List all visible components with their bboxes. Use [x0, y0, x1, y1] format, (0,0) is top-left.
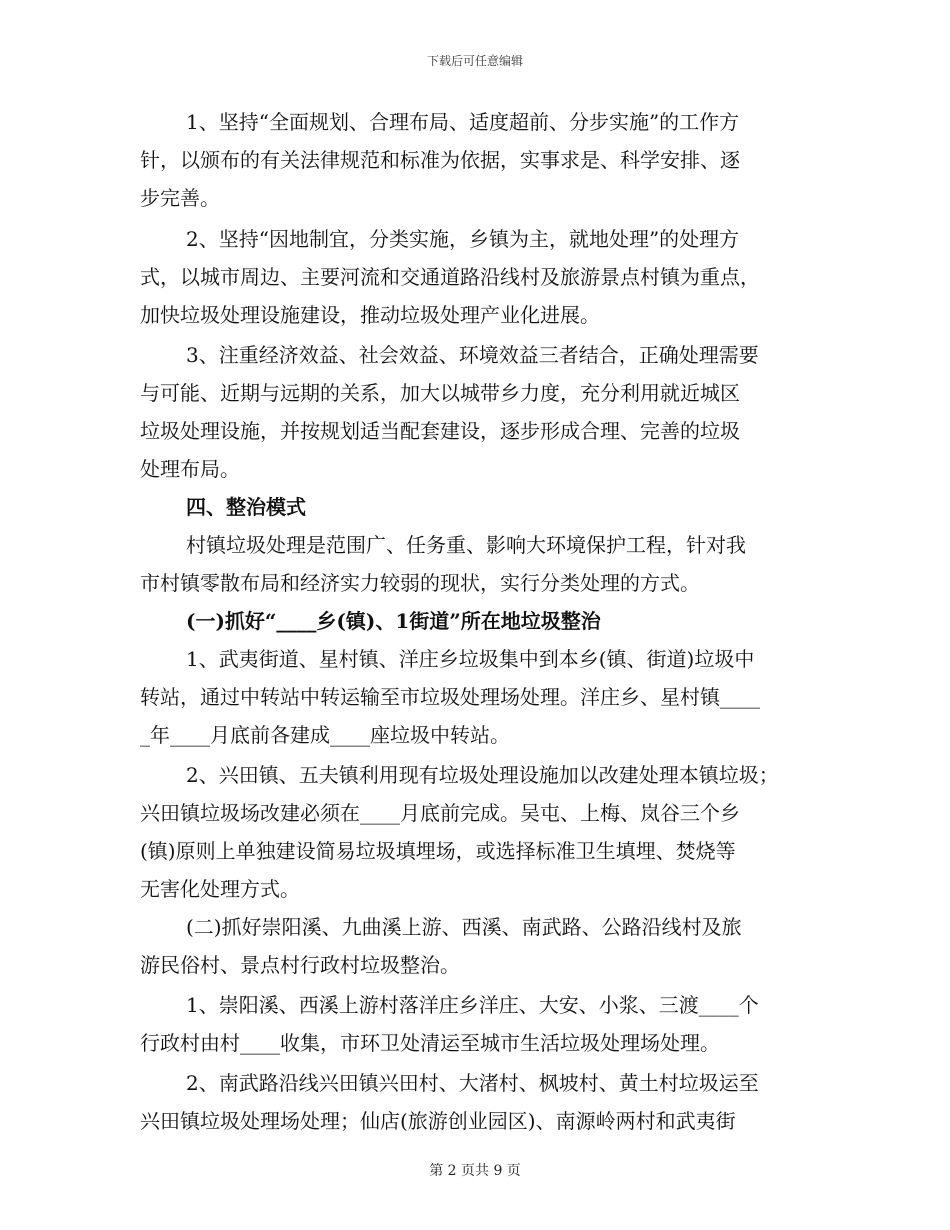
page-header: 下载后可任意编辑: [426, 54, 523, 68]
text-line: 2、南武路沿线兴田镇兴田村、大渚村、枫坡村、黄土村垃圾运至: [186, 1071, 759, 1095]
text-line: 3、注重经济效益、社会效益、环境效益三者结合，正确处理需要: [186, 343, 759, 367]
text-line: 式，以城市周边、主要河流和交通道路沿线村及旅游景点村镇为重点，: [140, 265, 760, 289]
text-line: 1、武夷街道、星村镇、洋庄乡垃圾集中到本乡(镇、街道)垃圾中: [186, 647, 755, 671]
text-line: 四、整治模式: [186, 495, 306, 519]
text-line: (二)抓好崇阳溪、九曲溪上游、西溪、南武路、公路沿线村及旅: [186, 915, 742, 939]
text-line: _年____月底前各建成____座垃圾中转站。: [140, 723, 510, 747]
text-line: 1、崇阳溪、西溪上游村落洋庄乡洋庄、大安、小浆、三渡____个: [186, 993, 759, 1017]
text-line: (一)抓好“____乡(镇)、1街道”所在地垃圾整治: [186, 609, 601, 633]
text-line: 与可能、近期与远期的关系，加大以城带乡力度，充分利用就近城区: [140, 381, 740, 405]
text-line: 2、坚持“因地制宜，分类实施，乡镇为主，就地处理”的处理方: [186, 227, 740, 251]
text-line: 1、坚持“全面规划、合理布局、适度超前、分步实施”的工作方: [186, 110, 740, 134]
text-line: 兴田镇垃圾处理场处理；仙店(旅游创业园区)、南源岭两村和武夷街: [140, 1109, 736, 1133]
text-line: 垃圾处理设施，并按规划适当配套建设，逐步形成合理、完善的垃圾: [140, 419, 740, 443]
text-line: 兴田镇垃圾场改建必须在____月底前完成。吴屯、上梅、岚谷三个乡: [140, 801, 740, 825]
text-line: 处理布局。: [140, 457, 240, 481]
text-line: 游民俗村、景点村行政村垃圾整治。: [140, 953, 460, 977]
text-line: 加快垃圾处理设施建设，推动垃圾处理产业化进展。: [140, 303, 600, 327]
text-line: 行政村由村____收集，市环卫处清运至城市生活垃圾处理场处理。: [140, 1031, 720, 1055]
text-line: 村镇垃圾处理是范围广、任务重、影响大环境保护工程，针对我: [186, 533, 746, 557]
text-line: 无害化处理方式。: [140, 877, 300, 901]
text-line: (镇)原则上单独建设简易垃圾填埋场，或选择标准卫生填埋、焚烧等: [140, 839, 736, 863]
page-footer: 第 2 页共 9 页: [429, 1163, 521, 1179]
text-line: 2、兴田镇、五夫镇利用现有垃圾处理设施加以改建处理本镇垃圾；: [186, 763, 779, 787]
text-line: 市村镇零散布局和经济实力较弱的现状，实行分类处理的方式。: [140, 571, 700, 595]
text-line: 针，以颁布的有关法律规范和标准为依据，实事求是、科学安排、逐: [140, 148, 740, 172]
text-line: 转站，通过中转站中转运输至市垃圾处理场处理。洋庄乡、星村镇____: [140, 685, 760, 709]
text-line: 步完善。: [140, 186, 220, 210]
